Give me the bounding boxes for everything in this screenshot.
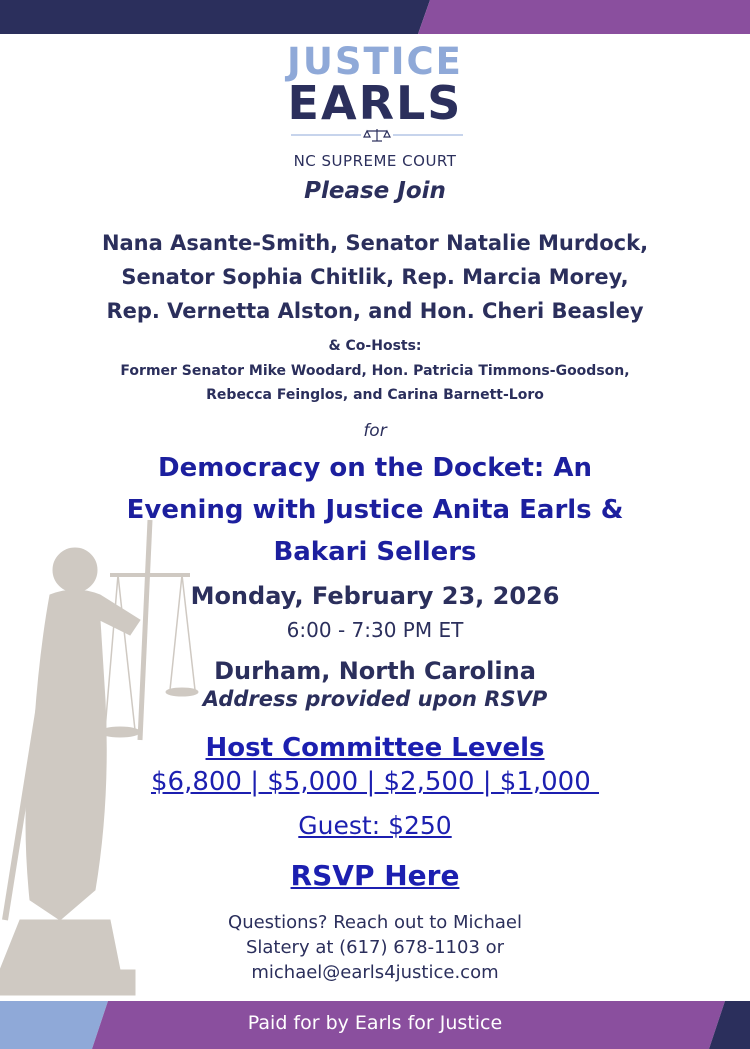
- guest-level-link[interactable]: Guest: $250: [298, 811, 452, 840]
- address-note: Address provided upon RSVP: [202, 687, 548, 711]
- hosts-line: Senator Sophia Chitlik, Rep. Marcia Morey,: [121, 265, 629, 289]
- logo-justice-text: JUSTICE: [287, 40, 463, 83]
- host-committee-amounts-link[interactable]: $6,800 | $5,000 | $2,500 | $1,000: [150, 767, 600, 797]
- event-date: Monday, February 23, 2026: [190, 582, 560, 610]
- cohosts-line: Rebecca Feinglos, and Carina Barnett-Loro: [206, 387, 544, 403]
- event-city: Durham, North Carolina: [214, 657, 536, 685]
- event-title-line: Democracy on the Docket: An: [157, 453, 592, 483]
- cohosts-line: Former Senator Mike Woodard, Hon. Patricia Timmons-Goodson,: [120, 363, 630, 379]
- rsvp-link[interactable]: RSVP Here: [290, 859, 460, 892]
- hosts-line: Nana Asante-Smith, Senator Natalie Murdock,: [101, 231, 649, 255]
- logo-earls-text: EARLS: [287, 76, 463, 130]
- for-text: for: [363, 421, 387, 441]
- event-title: [0, 447, 750, 573]
- hosts-list: [0, 226, 750, 328]
- scales-of-justice-icon: [291, 128, 463, 142]
- event-title-line: Evening with Justice Anita Earls &: [126, 495, 624, 525]
- cohosts-list: [0, 359, 750, 407]
- cohosts-title: & Co-Hosts:: [328, 338, 422, 354]
- host-committee-levels-link[interactable]: Host Committee Levels: [205, 733, 545, 763]
- contact-email[interactable]: michael@earls4justice.com: [251, 962, 499, 983]
- contact-line: Slatery at (617) 678-1103 or: [245, 937, 505, 958]
- event-time: 6:00 - 7:30 PM ET: [286, 618, 464, 642]
- hosts-line: Rep. Vernetta Alston, and Hon. Cheri Beasley: [106, 299, 644, 323]
- paid-for-disclaimer: Paid for by Earls for Justice: [247, 1012, 503, 1034]
- contact-line: Questions? Reach out to Michael: [228, 912, 522, 933]
- event-title-line: Bakari Sellers: [273, 537, 477, 567]
- logo-subtitle: NC SUPREME COURT: [293, 152, 457, 170]
- contact-info: [0, 910, 750, 985]
- top-color-band: [0, 0, 750, 34]
- please-join-heading: Please Join: [304, 178, 446, 204]
